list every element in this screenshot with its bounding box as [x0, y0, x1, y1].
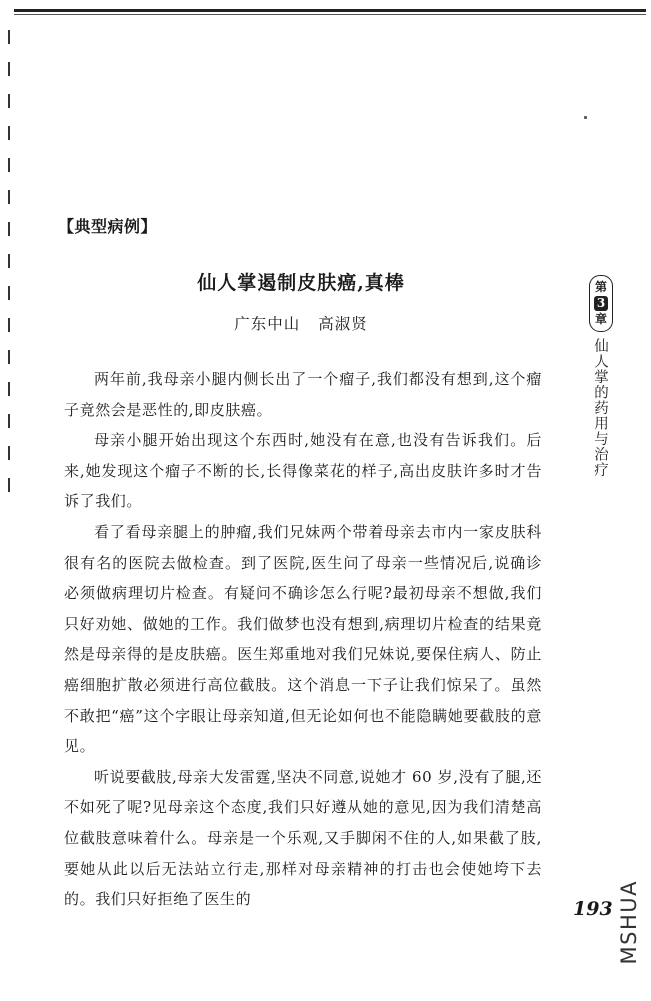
chapter-title: 仙人掌的药用与治疗: [592, 338, 608, 478]
article-body: [64, 364, 542, 915]
paragraph: 听说要截肢,母亲大发雷霆,坚决不同意,说她才 60 岁,没有了腿,还不如死了呢?见母亲这个态度,我们只好遵从她的意见,因为我们清楚高位截肢意味着什么。母亲是一个乐观,又手脚闲不住的人,如果截了肢,要她从此以后无法站立行走,那样对母亲精神的打击也会使她垮下去的。我们只好拒绝了医生的: [64, 767, 542, 909]
binding-edge-marks: [8, 30, 10, 500]
chapter-tab-bottom: 章: [594, 312, 607, 326]
author-location: 广东中山: [234, 315, 301, 333]
chapter-number: 3: [594, 296, 608, 311]
author-name: 高淑贤: [318, 315, 368, 333]
author-line: [0, 312, 602, 334]
paragraph: 看了看母亲腿上的肿瘤,我们兄妹两个带着母亲去市内一家皮肤科很有名的医院去做检查。到了医院,医生问了母亲一些情况后,说确诊必须做病理切片检查。有疑问不确诊怎么行呢?最初母亲不想做,我们只好劝她、做她的工作。我们做梦也没有想到,病理切片检查的结果竟然是母亲得的是皮肤癌。医生郑重地对我们兄妹说,要保住病人、防止癌细胞扩散必须进行高位截肢。这个消息一下子让我们惊呆了。虽然不敢把“癌”这个字眼让母亲知道,但无论如何也不能隐瞒她要截肢的意见。: [64, 522, 542, 756]
header-rule-thin: [14, 14, 646, 15]
scan-speck: [584, 116, 587, 119]
page-number: 193: [573, 898, 613, 920]
chapter-tab-top: 第: [594, 280, 607, 294]
watermark: MSHUA: [617, 880, 641, 965]
chapter-tab: [589, 275, 613, 332]
header-rule: [14, 9, 646, 12]
paragraph: 两年前,我母亲小腿内侧长出了一个瘤子,我们都没有想到,这个瘤子竟然会是恶性的,即皮肤癌。: [64, 370, 542, 419]
section-label: 【典型病例】: [58, 217, 158, 236]
paragraph: 母亲小腿开始出现这个东西时,她没有在意,也没有告诉我们。后来,她发现这个瘤子不断的长,长得像菜花的样子,高出皮肤许多时才告诉了我们。: [64, 431, 542, 511]
article-title: 仙人掌遏制皮肤癌,真棒: [197, 272, 405, 294]
